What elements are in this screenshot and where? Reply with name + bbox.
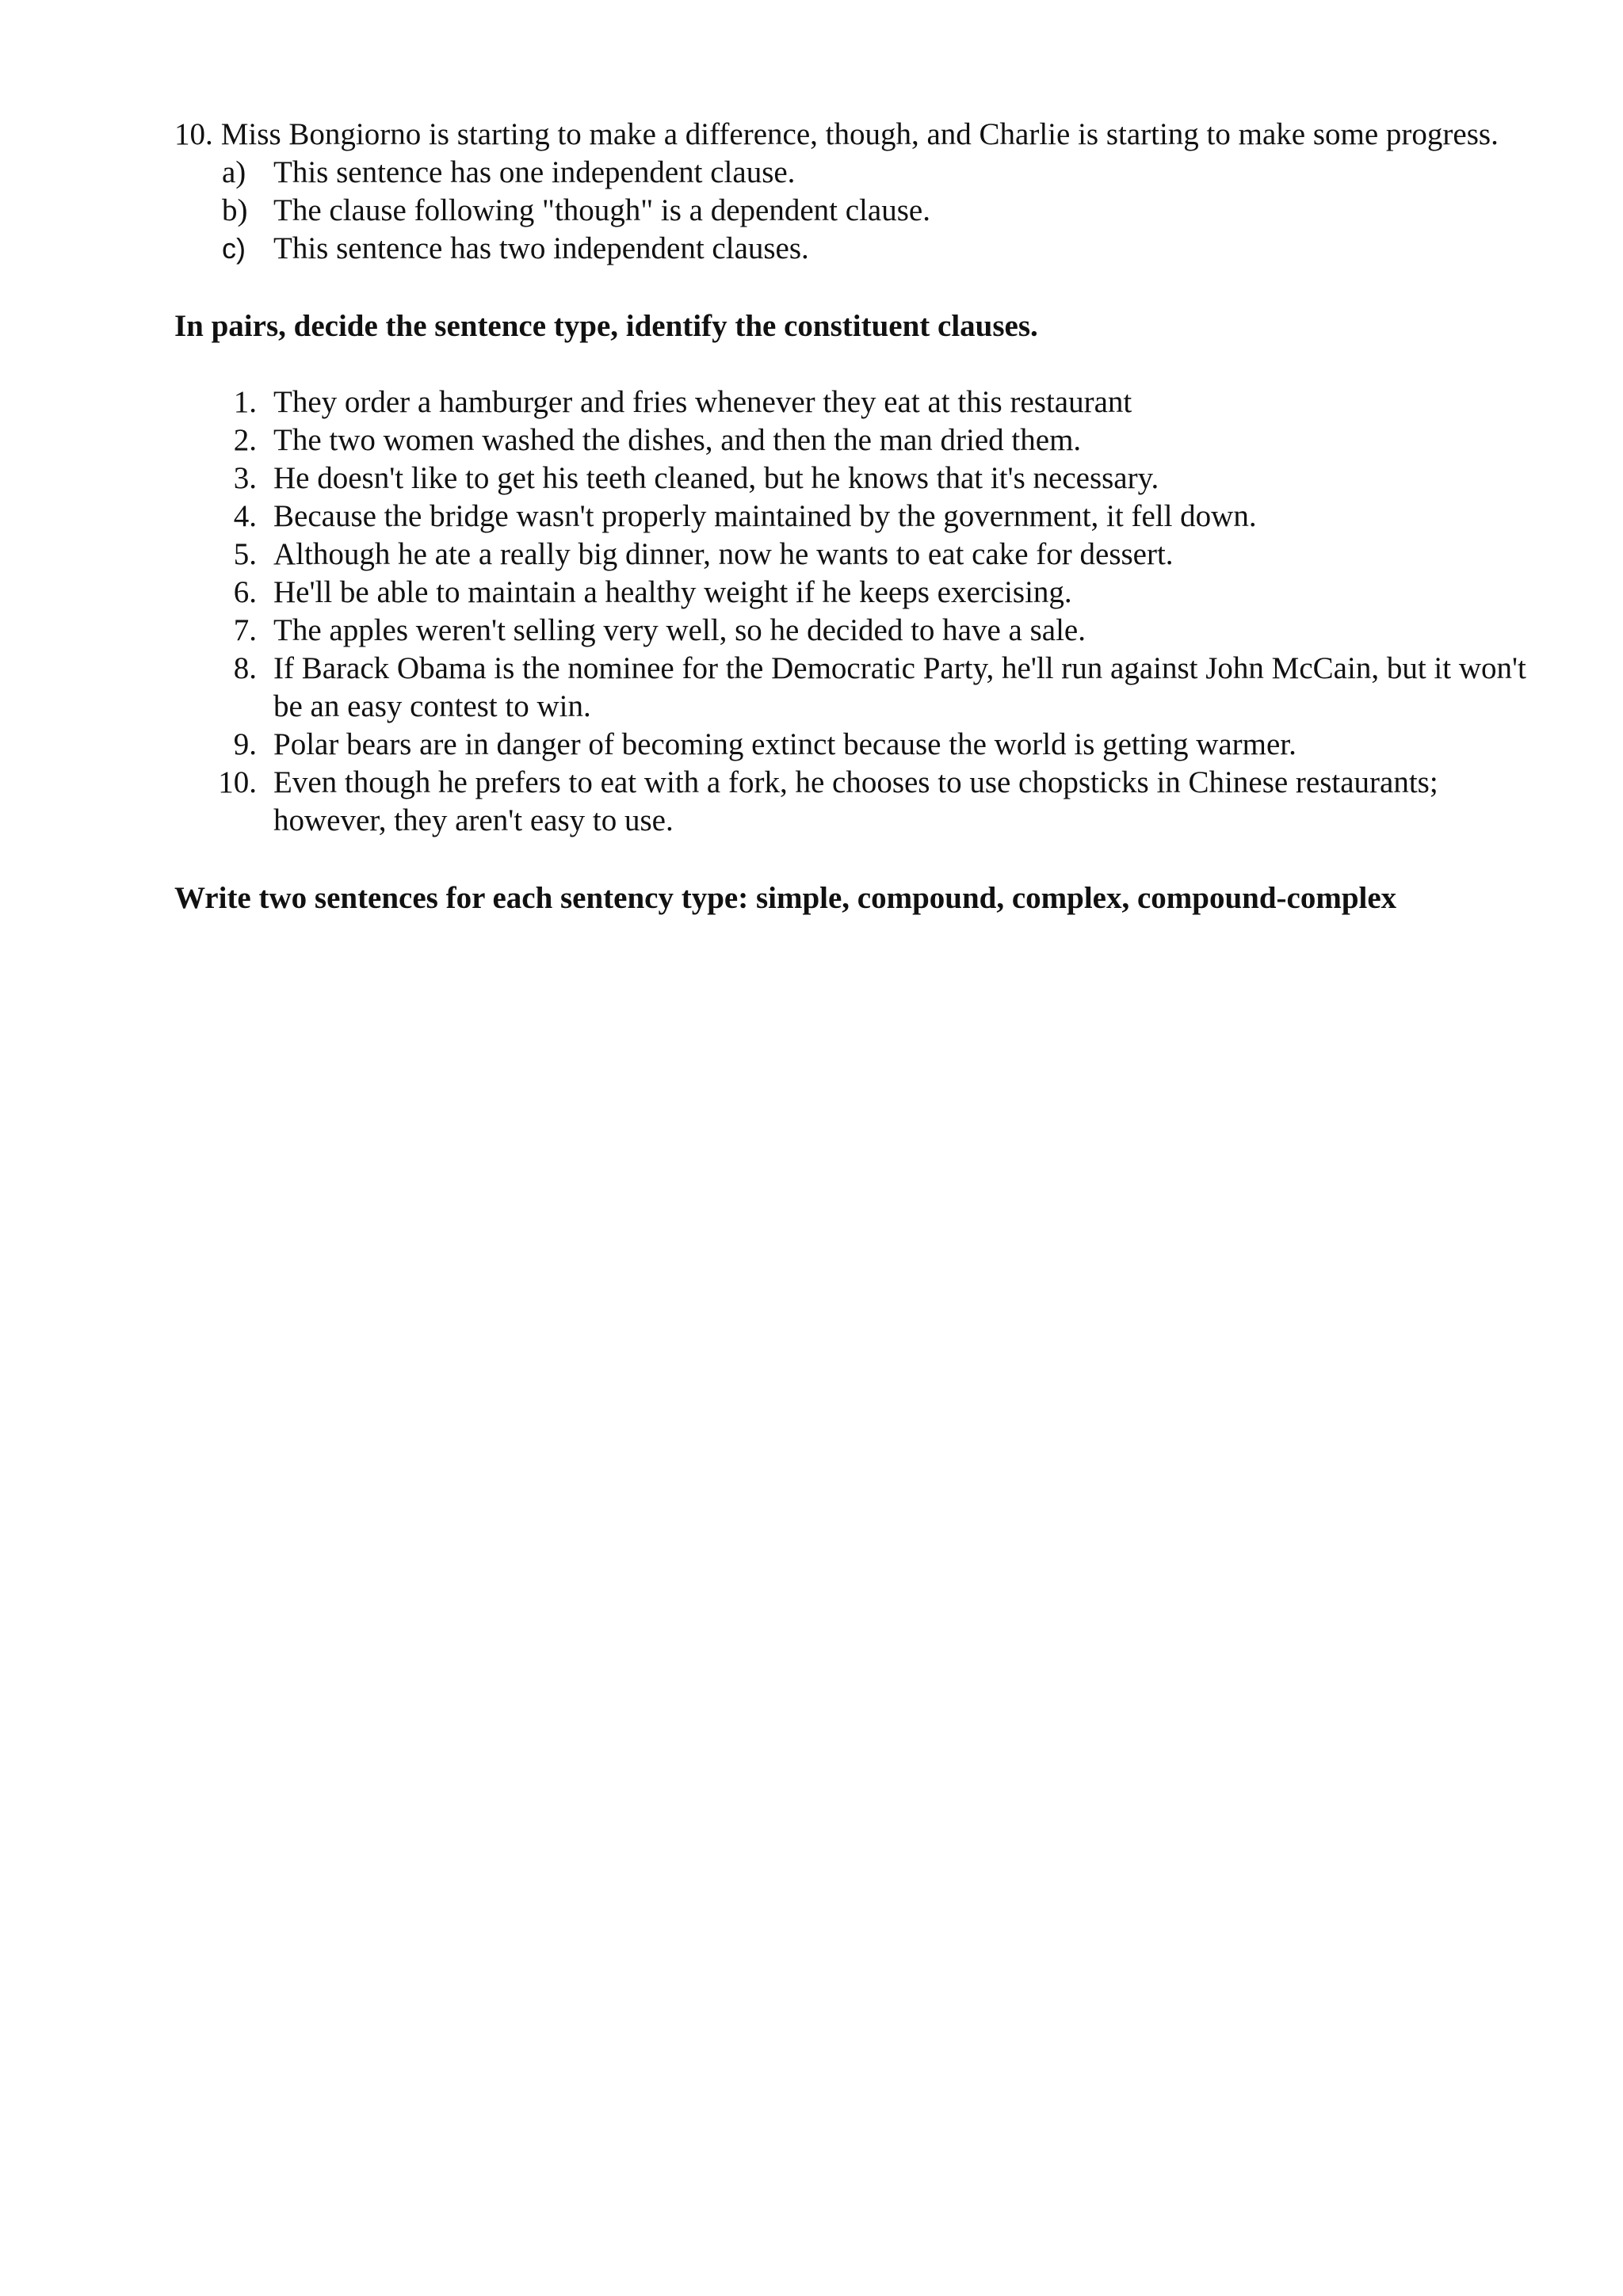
item-number: 5.: [233, 537, 257, 571]
option-c: [174, 230, 1545, 268]
item-text: The apples weren't selling very well, so he decided to have a sale.: [273, 613, 1086, 647]
list-item: [174, 460, 1545, 498]
question-number: 10.: [174, 117, 213, 151]
item-number: 4.: [233, 499, 257, 533]
list-item: [174, 726, 1545, 764]
item-number: 1.: [233, 385, 257, 419]
list-item: [174, 612, 1545, 650]
option-label: b): [222, 193, 248, 227]
option-text: This sentence has one independent clause.: [273, 155, 796, 189]
list-item: [174, 650, 1545, 726]
item-text: Polar bears are in danger of becoming extinct because the world is getting warmer.: [273, 727, 1296, 761]
item-text: The two women washed the dishes, and then the man dried them.: [273, 423, 1082, 457]
option-a: [174, 154, 1545, 192]
option-text: The clause following "though" is a dependent clause.: [273, 193, 930, 227]
section-heading-pairs: In pairs, decide the sentence type, identify the constituent clauses.: [174, 309, 1038, 343]
item-number: 7.: [233, 613, 257, 647]
list-item: [174, 383, 1545, 421]
question-stem-text: Miss Bongiorno is starting to make a difference, though, and Charlie is starting to make some progress.: [220, 117, 1499, 151]
item-text: Even though he prefers to eat with a fork, he chooses to use chopsticks in Chinese restaurants; however, they aren't easy to use.: [273, 765, 1438, 837]
item-number: 3.: [233, 461, 257, 495]
option-b: [174, 192, 1545, 230]
item-number: 6.: [233, 575, 257, 609]
section-heading-write: Write two sentences for each sentency type: simple, compound, complex, compound-complex: [174, 881, 1397, 915]
item-number: 8.: [233, 651, 257, 685]
item-number: 2.: [233, 423, 257, 457]
item-text: If Barack Obama is the nominee for the Democratic Party, he'll run against John McCain, but it won't be an easy contest to win.: [273, 651, 1526, 723]
list-item: [174, 764, 1545, 840]
list-item: [174, 498, 1545, 536]
item-text: He'll be able to maintain a healthy weight if he keeps exercising.: [273, 575, 1072, 609]
item-text: Although he ate a really big dinner, now he wants to eat cake for dessert.: [273, 537, 1174, 571]
item-number: 9.: [233, 727, 257, 761]
option-label: c): [222, 232, 246, 265]
list-item: [174, 574, 1545, 612]
list-item: [174, 536, 1545, 574]
item-text: He doesn't like to get his teeth cleaned, but he knows that it's necessary.: [273, 461, 1159, 495]
item-number: 10.: [218, 765, 257, 799]
document-content: [174, 116, 1545, 917]
question-10: [174, 116, 1545, 154]
sentence-list: [174, 383, 1545, 840]
answer-options: [174, 154, 1545, 268]
item-text: They order a hamburger and fries whenever they eat at this restaurant: [273, 385, 1132, 419]
item-text: Because the bridge wasn't properly maintained by the government, it fell down.: [273, 499, 1257, 533]
option-text: This sentence has two independent clauses.: [273, 231, 809, 265]
option-label: a): [222, 155, 246, 189]
list-item: [174, 421, 1545, 460]
